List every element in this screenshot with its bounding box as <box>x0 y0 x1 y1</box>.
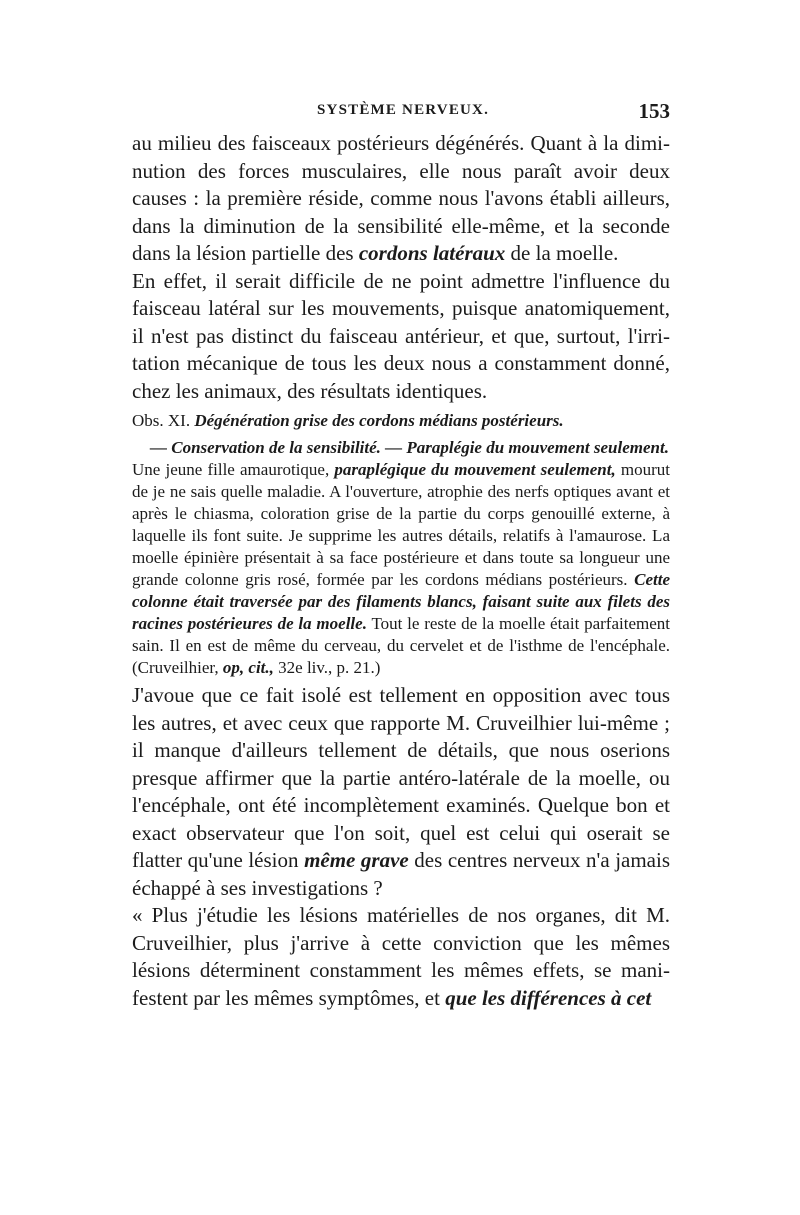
observation-text-a: Une jeune fille amaurotique, <box>132 460 335 479</box>
observation-emphasis-3: op, cit., <box>222 658 274 677</box>
paragraph-3-text-a: J'avoue que ce fait isolé est tellement en opposition avec tous les autres, et avec ceux que rapporte M. Cruveilhier lui-même ; il manque d'ailleurs tellement de détails, que nous oserions presque affirmer que la partie antéro-latérale de la moelle, ou l'encéphale, ont été incomplètement examinés. Quelque bon et exact observateur que l'on soit, quel est celui qui oserait se flatter qu'une lésion <box>132 683 670 872</box>
observation-text-c: Tout le reste de la moelle était parfaitement sain. Il en est de même du cerveau, du cervelet et de l'isthme de l'encéphale. (Cruveilhier, <box>132 614 670 677</box>
observation-text-d: 32e liv., p. 21.) <box>273 658 381 677</box>
observation-emphasis-2: Cette colonne était traversée par des filaments blancs, faisant suite aux filets des racines postérieures de la moelle. <box>132 570 670 633</box>
paragraph-3-emphasis: même grave <box>304 848 409 872</box>
observation-emphasis-1: paraplégique du mouvement seulement, <box>334 460 616 479</box>
paragraph-1-text-a: au milieu des faisceaux postérieurs dégénérés. Quant à la diminution des forces musculaires, elle nous paraît avoir deux causes : la première réside, comme nous l'avons établi ailleurs, dans la diminution de la sensibilité elle-même, et la seconde dans la lésion partielle des <box>132 131 670 265</box>
observation-text-b: mourut de je ne sais quelle maladie. A l'ouverture, atrophie des nerfs optiques avant et après le chiasma, coloration grise de la partie du corps genouillé externe, à laquelle ils font suite. Je supprime les autres détails, relatifs à l'amaurose. La moelle épinière présentait à sa face postérieure et dans toute sa longueur une grande colonne gris rosé, formée par les cordons médians postérieurs. <box>132 460 671 589</box>
paragraph-3-text-b: des centres nerveux n'a jamais échappé à ses investigations ? <box>132 848 671 900</box>
observation-subtitle: — Conservation de la sensibilité. — Paraplégie du mouvement seulement. <box>150 438 669 457</box>
running-title: SYSTÈME NERVEUX. <box>317 102 490 118</box>
page-number: 153 <box>638 99 670 123</box>
paragraph-1 <box>132 130 670 268</box>
paragraph-3 <box>132 682 670 902</box>
observation-text <box>132 459 670 679</box>
paragraph-4 <box>132 902 670 1012</box>
page-body <box>132 130 670 1012</box>
page-header <box>132 100 670 124</box>
paragraph-2: En effet, il serait difficile de ne point admettre l'influence du faisceau latéral sur les mouvements, puisque anatomiquement, il n'est pas distinct du faisceau antérieur, et que, surtout, l'irritation mécanique de tous les deux nous a constamment donné, chez les animaux, des résultats identiques. <box>132 268 670 403</box>
observation-label: Obs. XI. <box>132 411 191 430</box>
paragraph-1-text-b: de la moelle. <box>505 241 619 265</box>
observation-heading <box>132 410 670 432</box>
observation-title: Dégénération grise des cordons médians postérieurs. <box>194 411 564 430</box>
paragraph-4-emphasis: que les différences à cet <box>445 985 652 1010</box>
paragraph-4-text-a: « Plus j'étudie les lésions matérielles de nos organes, dit M. Cruveilhier, plus j'arrive à cette conviction que les mêmes lésions déterminent constamment les mêmes effets, se manifestent par les mêmes symptômes, et <box>132 903 670 1010</box>
paragraph-1-emphasis: cordons latéraux <box>358 241 506 265</box>
